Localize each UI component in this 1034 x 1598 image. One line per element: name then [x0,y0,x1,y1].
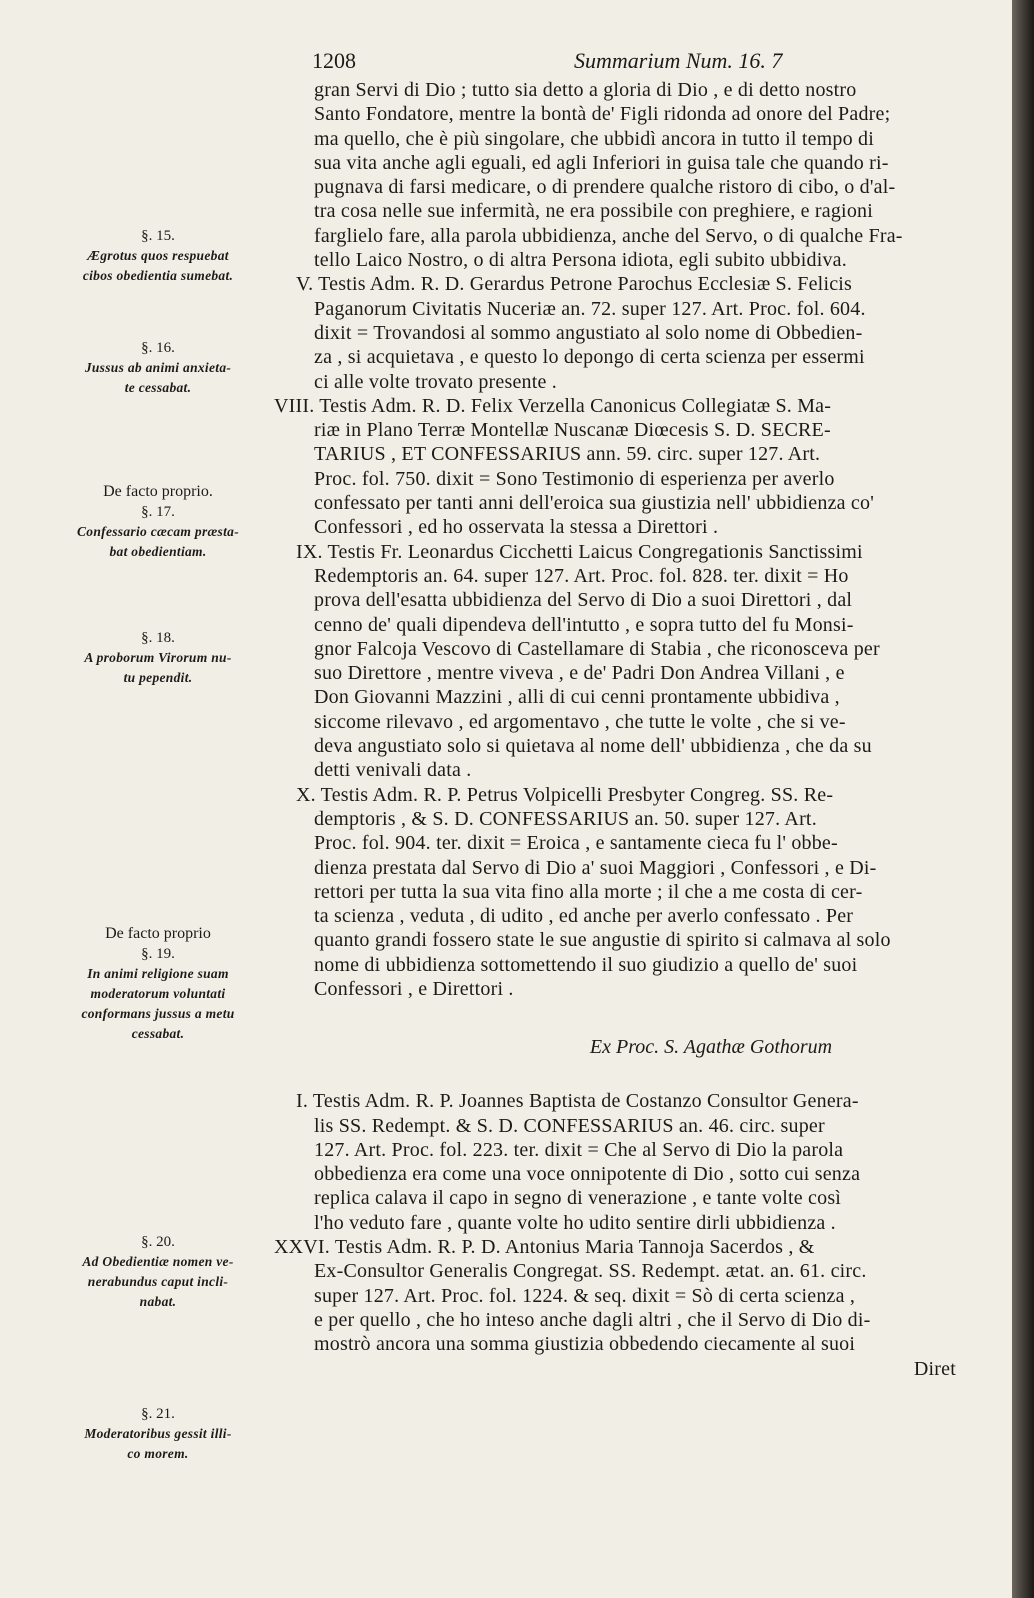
text-line: super 127. Art. Proc. fol. 1224. & seq. dixit = Sò di certa scienza , [314,1284,856,1307]
witness-heading: VIII. Testis Adm. R. D. Felix Verzella Canonicus Collegiatæ S. Ma- [274,394,832,417]
book-spine-edge [1012,0,1034,1598]
text-line: replica calava il capo in segno di venerazione , e tante volte così [314,1187,842,1210]
text-line: Ex-Consultor Generalis Congregat. SS. Redempt. ætat. an. 61. circ. [314,1260,867,1283]
witness-heading: X. Testis Adm. R. P. Petrus Volpicelli Presbyter Congreg. SS. Re- [296,783,834,806]
text-line: ma quello, che è più singolare, che ubbidì ancora in tutto il tempo di [314,127,874,150]
text-line: cenno de' quali dipendeva dell'intutto , e sopra tutto del fu Monsi- [314,613,854,636]
margin-note-line: moderatorum voluntati [90,986,226,1001]
witness-heading: XXVI. Testis Adm. R. P. D. Antonius Maria Tannoja Sacerdos , & [274,1236,815,1259]
catchword: Diret [913,1357,956,1380]
text-line: Paganorum Civitatis Nuceriæ an. 72. super 127. Art. Proc. fol. 604. [314,297,866,320]
text-line: ta scienza , veduta , di udito , ed anche per averlo confessato . Per [314,905,854,928]
margin-note-line: cessabat. [131,1026,185,1041]
margin-note-line: Ad Obedientiæ nomen ve- [82,1254,234,1269]
margin-section-number: §. 20. [141,1234,175,1250]
text-line: pugnava di farsi medicare, o di prendere qualche ristoro di cibo, o d'al- [314,176,896,199]
text-line: ci alle volte trovato presente . [314,370,557,393]
text-line: tello Laico Nostro, o di altra Persona idiota, egli subito ubbidiva. [314,249,847,272]
page-header [312,48,972,80]
text-line: Confessori , ed ho osservata la stessa a Direttori . [314,516,719,539]
text-line: nome di ubbidienza sottomettendo il suo giudizio a quello de' suoi [314,953,858,976]
text-line: suo Direttore , mentre viveva , e de' Padri Don Andrea Villani , e [314,662,845,685]
text-line: prova dell'esatta ubbidienza del Servo di Dio a suoi Direttori , dal [314,589,853,612]
text-line: Santo Fondatore, mentre la bontà de' Figli ridonda ad onore del Padre; [314,103,891,126]
margin-note-20 [44,1232,272,1312]
margin-note-line: A proborum Virorum nu- [84,650,232,665]
margin-note-line: bat obedientiam. [109,544,207,559]
margin-note-line: cibos obedientia sumebat. [82,268,234,283]
margin-note-15 [44,226,272,286]
margin-section-number: §. 17. [141,504,175,520]
text-line: rettori per tutta la sua vita fino alla morte ; il che a me costa di cer- [314,880,863,903]
text-line: quanto grandi fossero state le sue angustie di spirito si calmava al solo [314,929,891,952]
text-line: gnor Falcoja Vescovo di Castellamare di Stabia , che riconosceva per [314,637,880,660]
margin-section-number: §. 19. [141,946,175,962]
text-line: Redemptoris an. 64. super 127. Art. Proc. fol. 828. ter. dixit = Ho [314,564,849,587]
text-line: l'ho veduto fare , quante volte ho udito sentire dirli ubbidienza . [314,1211,836,1234]
page-number: 1208 [312,48,356,73]
text-line: mostrò ancora una somma giustizia obbedendo ciecamente al suoi [314,1333,856,1356]
margin-note-line: nerabundus caput incli- [87,1274,229,1289]
text-line: deva angustiato solo si quietava al nome dell' ubbidienza , che da su [314,735,872,758]
text-line: Proc. fol. 904. ter. dixit = Eroica , e santamente cieca fu l' obbe- [314,832,838,855]
margin-note-line: Jussus ab animi anxieta- [84,360,232,375]
text-line: confessato per tanti anni dell'eroica sua giustizia nell' ubbidienza co' [314,492,875,515]
text-line: demptoris , & S. D. CONFESSARIUS an. 50. super 127. Art. [314,807,817,830]
margin-section-number: §. 21. [141,1406,175,1422]
text-line: riæ in Plano Terræ Montellæ Nuscanæ Diœcesis S. D. SECRE- [314,419,831,442]
text-line: Proc. fol. 750. dixit = Sono Testimonio di esperienza per averlo [314,467,835,490]
text-line: siccome rilevavo , ed argomentavo , che tutte le volte , che si ve- [314,710,846,733]
margin-note-line: Moderatoribus gessit illi- [84,1426,232,1441]
margin-note-line: In animi religione suam [87,966,229,981]
text-line: za , si acquietava , e questo lo depongo di certa scienza per essermi [314,346,865,369]
witness-heading: V. Testis Adm. R. D. Gerardus Petrone Parochus Ecclesiæ S. Felicis [296,273,853,296]
running-head: Summarium Num. 16. 7 [574,48,783,73]
margin-note-line: te cessabat. [124,380,192,395]
text-line: sua vita anche agli eguali, ed agli Inferiori in guisa tale che quando ri- [314,151,889,174]
margin-note-17 [44,482,272,562]
margin-label: De facto proprio. [103,483,213,500]
margin-section-number: §. 15. [141,228,175,244]
text-line: dienza prestata dal Servo di Dio a' suoi Maggiori , Confessori , e Di- [314,856,877,879]
margin-section-number: §. 16. [141,340,175,356]
text-line: detti venivali data . [314,759,472,782]
text-line: 127. Art. Proc. fol. 223. ter. dixit = Che al Servo di Dio la parola [314,1138,844,1161]
text-line: lis SS. Redempt. & S. D. CONFESSARIUS an. 46. circ. super [314,1114,825,1137]
margin-section-number: §. 18. [141,630,175,646]
main-text [274,78,986,1381]
margin-note-line: co morem. [127,1446,189,1461]
margin-note-line: tu pependit. [123,670,193,685]
text-line: TARIUS , ET CONFESSARIUS ann. 59. circ. super 127. Art. [314,443,821,466]
text-line: e per quello , che ho inteso anche dagli altri , che il Servo di Dio di- [314,1308,871,1331]
text-line: farglielo fare, alla parola ubbidienza, anche del Servo, o di qualche Fra- [314,224,903,247]
section-spacer [296,1001,986,1031]
text-line: dixit = Trovandosi al sommo angustiato al solo nome di Obbedien- [314,321,863,344]
margin-note-line: conformans jussus a metu [81,1006,235,1021]
margin-note-18 [44,628,272,688]
section-spacer [296,1059,986,1089]
text-line: gran Servi di Dio ; tutto sia detto a gloria di Dio , e di detto nostro [314,79,857,101]
margin-label: De facto proprio [105,925,211,942]
margin-note-19 [44,924,272,1044]
section-heading: Ex Proc. S. Agathæ Gothorum [589,1036,833,1059]
text-line: tra cosa nelle sue infermità, ne era possibile con preghiere, e ragioni [314,200,873,223]
margin-note-16 [44,338,272,398]
text-line: Confessori , e Direttori . [314,977,514,1000]
text-line: obbedienza era come una voce onnipotente di Dio , sotto cui senza [314,1163,861,1186]
margin-note-line: Confessario cæcam præsta- [77,524,239,539]
margin-note-21 [44,1404,272,1464]
text-line: Don Giovanni Mazzini , alli di cui cenni prontamente ubbidiva , [314,686,840,709]
witness-heading: IX. Testis Fr. Leonardus Cicchetti Laicus Congregationis Sanctissimi [296,540,863,563]
witness-heading: I. Testis Adm. R. P. Joannes Baptista de Costanzo Consultor Genera- [296,1090,859,1113]
margin-note-line: nabat. [139,1294,177,1309]
margin-note-line: Ægrotus quos respuebat [87,248,229,263]
